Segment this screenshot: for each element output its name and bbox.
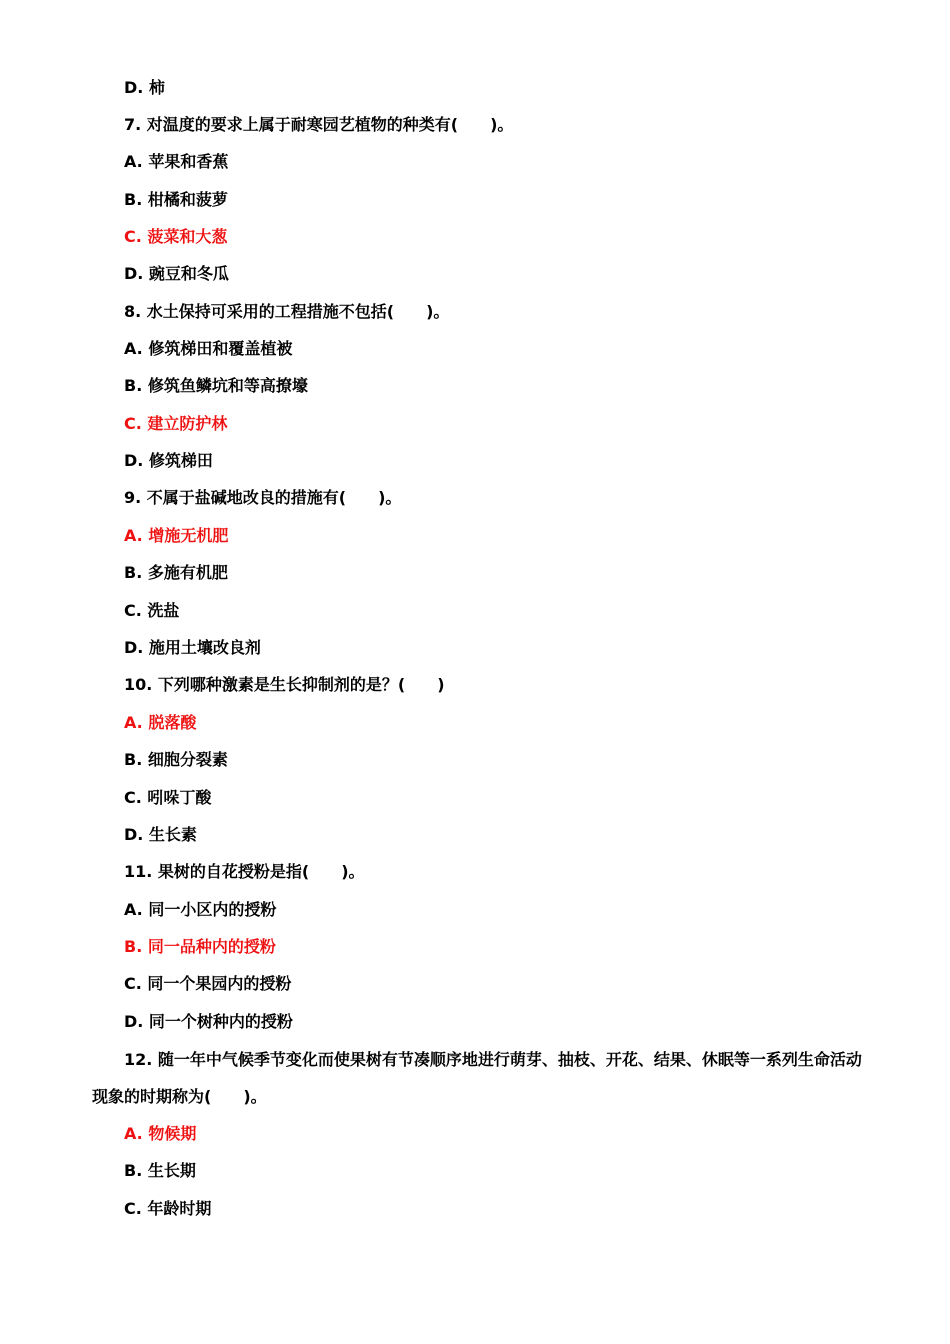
option-9b: B. 多施有机肥 [124,563,228,582]
option-12b: B. 生长期 [124,1161,196,1180]
option-8d: D. 修筑梯田 [124,451,213,470]
question-7: 7. 对温度的要求上属于耐寒园艺植物的种类有( )。 [124,115,514,134]
option-7b: B. 柑橘和菠萝 [124,190,228,209]
option-11d: D. 同一个树种内的授粉 [124,1012,293,1031]
option-11a: A. 同一小区内的授粉 [124,900,277,919]
option-9d: D. 施用土壤改良剂 [124,638,261,657]
option-11b-answer: B. 同一品种内的授粉 [124,937,276,956]
option-7c-answer: C. 菠菜和大葱 [124,227,228,246]
option-12a-answer: A. 物候期 [124,1124,197,1143]
option-10b: B. 细胞分裂素 [124,750,228,769]
question-11: 11. 果树的自花授粉是指( )。 [124,862,365,881]
option-11c: C. 同一个果园内的授粉 [124,974,292,993]
option-9a-answer: A. 增施无机肥 [124,526,229,545]
option-6d: D. 柿 [124,78,165,97]
option-10d: D. 生长素 [124,825,197,844]
option-7d: D. 豌豆和冬瓜 [124,264,229,283]
option-12c: C. 年龄时期 [124,1199,212,1218]
option-8b: B. 修筑鱼鳞坑和等高撩壕 [124,376,308,395]
option-8c-answer: C. 建立防护林 [124,414,228,433]
question-12: 12. 随一年中气候季节变化而使果树有节凑顺序地进行萌芽、抽枝、开花、结果、休眠等一系列生命活动现象的时期称为( )。 [92,1050,862,1106]
option-8a: A. 修筑梯田和覆盖植被 [124,339,293,358]
option-10c: C. 吲哚丁酸 [124,788,212,807]
question-8: 8. 水土保持可采用的工程措施不包括( )。 [124,302,450,321]
option-10a-answer: A. 脱落酸 [124,713,197,732]
option-9c: C. 洗盐 [124,601,180,620]
option-7a: A. 苹果和香蕉 [124,152,229,171]
question-9: 9. 不属于盐碱地改良的措施有( )。 [124,488,402,507]
question-10: 10. 下列哪种激素是生长抑制剂的是？( ) [124,675,445,694]
